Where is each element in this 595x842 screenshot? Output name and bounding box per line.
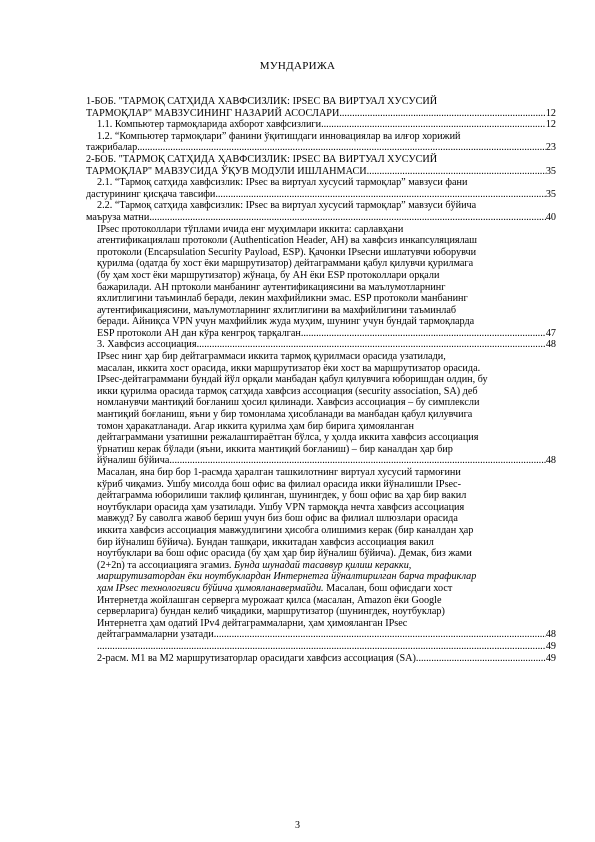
toc-entry-ipsec-protocols[interactable] (86, 224, 556, 340)
leader-dots (149, 212, 546, 224)
paragraph-line: масалан, иккита хост орасида, икки маршрутизатор ёки хост ва маршрутизатор орасида. (97, 362, 481, 374)
paragraph-line: мавжуд? Бу саволга жавоб бериш учун биз бош офис ва филиал шлюзлари орасида (97, 513, 458, 525)
paragraph-line: бир йўналиш бўйича). Бундан ташқари, иккитадан хавфсиз ассоциация вакил (97, 536, 434, 548)
toc-entry-chapter-1[interactable] (86, 96, 556, 119)
paragraph-line: иккита хавфсиз ассоциация мавжудлигини ҳисобга олишимиз керак (бир каналдан ҳар (97, 524, 474, 536)
toc-entry-2-2[interactable] (86, 200, 556, 223)
paragraph-line: (бу ҳам хост ёки маршрутизатор) жўнаца, бу AH ёки ESP протоколлари орқали (97, 269, 440, 281)
toc-entry-2-1[interactable] (86, 177, 556, 200)
toc-page-number: 23 (545, 142, 556, 154)
leader-dots (137, 142, 546, 154)
paragraph-line: протоколи (Encapsulation Security Payload, ESP). Қачонки IPsecни ишлатувчи юборувчи (97, 246, 477, 258)
paragraph-line: IPsec протоколлари тўплами ичида енг муҳимлари иккита: сарлавҳани (97, 223, 404, 235)
paragraph-text: Масалан, бош офисдаги хост (326, 582, 453, 594)
paragraph-line: мантиқий боғланиш, яъни у бир томонлама ҳисобланади ва манбадан қабул қилувчига (97, 409, 473, 421)
paragraph-text: (2+2n) та ассоциацияга эгамиз. (97, 559, 232, 571)
toc-page-number: 47 (545, 327, 556, 339)
paragraph-line: қурилма (одатда бу хост ёки маршрутизатор) дейтаграммани қабул қилувчи қурилмага (97, 258, 474, 270)
toc-entry-text: 3. Хавфсиз ассоциация (97, 339, 197, 351)
paragraph-line: Интернетда жойлашган серверга мурожаат қилса (масалан, Amazon ёки Google (97, 594, 442, 606)
leader-dots (321, 119, 546, 131)
toc-page-number: 35 (545, 165, 556, 177)
paragraph-line: IPsec-дейтаграммани бундай йўл орқали манбадан қабул қилувчига юборишдан олдин, бу (97, 374, 488, 386)
paragraph-line: атентификациялаш протоколи (Authentication Header, AH) ва хавфсиз инкапсуляциялаш (97, 235, 478, 247)
toc-entry-security-association[interactable] (86, 339, 556, 351)
toc-entry-1-1[interactable] (86, 119, 556, 131)
paragraph-line: ноутбуклари орасида ҳам узатилади. Ушбу VPN тармоқда нечта хавфсиз ассоциация (97, 501, 465, 513)
italic-text: маршрутизатордан ёки ноутбуклардан Интернетга йўналтирилган барча трафиклар (97, 571, 477, 583)
toc-entry-text: ТАРМОҚЛАР" МАВЗУСИДА ЎҚУВ МОДУЛИ ИШЛАНМАСИ (86, 165, 367, 177)
toc-page-number: 40 (545, 211, 556, 223)
toc-page-number: 48 (545, 455, 556, 467)
paragraph-line: ноутбуклари ва бош офис орасида (бу ҳам ҳар бир йўналиш бўйича). Демак, биз жами (97, 548, 472, 560)
paragraph-line: бажарилади. AH пртоколи манбанинг аутентификациясини ва маълумотларнинг (97, 281, 446, 293)
toc-entry-chapter-2[interactable] (86, 154, 556, 177)
paragraph-line: ўрнатиш керак бўлади (яъни, иккита мантиқий боғланиш) – бир каналдан ҳар бир (97, 443, 453, 455)
toc-entry-text: 1.1. Компьютер тармоқларида ахборот хавфсизлиги (97, 119, 322, 131)
toc-entry-text: маъруза матни (86, 211, 150, 223)
toc-entry-text: 1-БОБ. "ТАРМОҚ САТҲИДА ХАВФСИЗЛИК: IPSEC ВА ВИРТУАЛ ХУСУСИЙ (86, 96, 438, 107)
paragraph-line (97, 571, 556, 583)
paragraph-line: йўналиш бўйича (97, 455, 170, 467)
paragraph-line: кўриб чиқамиз. Ушбу мисолда бош офис ва филиал орасида икки йўналишли IPsec- (97, 478, 461, 490)
paragraph-line: томон ҳаракатланади. Агар иккита қурилма ҳам бир бирига ҳимояланган (97, 420, 414, 432)
toc-page-number: 49 (545, 652, 556, 664)
paragraph-line: дейтаграмма юборилиши таклиф қилинган, шунингдек, у бош офис ва ҳар бир вакил (97, 490, 467, 502)
leader-dots (214, 629, 546, 641)
paragraph-line: икки қурилма орасида тармоқ сатҳида хавфсиз ассоциация (security association, SA) деб (97, 385, 478, 397)
paragraph-line: аутентификациясини, маълумотларнинг яхлитлигини ва махфийлигини таъминлаб (97, 304, 457, 316)
toc-page-number: 35 (545, 188, 556, 200)
toc-entry-blank[interactable] (86, 641, 556, 653)
leader-dots (97, 641, 546, 653)
paragraph-line: яхлитлигини таъминлаб беради, лекин махфийликни эмас. ESP протоколи манбанинг (97, 293, 468, 305)
paragraph-line: Интернетга ҳам одатий IPv4 дейтаграммаларни, ҳам ҳимояланган IPsec (97, 617, 408, 629)
toc-entry-text: ТАРМОҚЛАР" МАВЗУСИНИНГ НАЗАРИЙ АСОСЛАРИ (86, 107, 340, 119)
toc-entry-text: 2-расм. M1 ва M2 маршрутизаторлар орасидаги хавфсиз ассоциация (SA) (97, 652, 416, 664)
toc-entry-figure-2[interactable] (86, 653, 556, 665)
toc-page-number: 12 (545, 119, 556, 131)
leader-dots (367, 166, 546, 178)
paragraph-line: серверларига) бундан келиб чиқадики, маршрутизатор (шунингдек, ноутбуклар) (97, 606, 445, 618)
toc-entry-1-2[interactable] (86, 131, 556, 154)
paragraph-line: беради. Айниқса VPN учун махфийлик жуда муҳим, шунинг учун бундай тармоқларда (97, 316, 475, 328)
toc-page-number: 48 (545, 339, 556, 351)
paragraph-line: дейтаграммани узатишни режалаштираётган бўлса, у ҳолда иккита хавфсиз ассоциация (97, 432, 479, 444)
toc-entry-vpn-example[interactable] (86, 467, 556, 641)
italic-text: Бунда шунадай тасаввур қилиш керакки, (234, 559, 412, 571)
table-of-contents (86, 96, 556, 664)
italic-text: ҳам IPsec технологияси бўйича ҳимояланавермайди. (97, 582, 324, 594)
toc-entry-text: 2-БОБ. "ТАРМОҚ САТҲИДА ҲАВФСИЗЛИК: IPSEC ВА ВИРТУАЛ ХУСУСИЙ (86, 153, 438, 165)
leader-dots (416, 653, 546, 665)
paragraph-line (97, 583, 556, 595)
paragraph-line: Масалан, яна бир бор 1-расмда ҳаралган ташкилотнинг виртуал хусусий тармоғини (97, 467, 461, 478)
toc-entry-text: дастурининг қисқача тавсифи (86, 188, 216, 200)
leader-dots (197, 339, 546, 351)
toc-entry-text: 1.2. “Компьютер тармоқлари” фанини ўқитишдаги инновациялар ва илғор хорижий (97, 130, 461, 142)
paragraph-line: дейтаграммаларни узатади (97, 629, 214, 641)
toc-page-number: 49 (545, 640, 556, 652)
page-number: 3 (295, 820, 300, 831)
toc-entry-text: 2.2. “Тармоқ сатҳида хавфсизлик: IPsec ва виртуал хусусий тармоқлар” мавзуси бўйича (97, 200, 477, 212)
leader-dots (301, 328, 546, 340)
toc-entry-text: 2.1. “Тармоқ сатҳида хавфсизлик: IPsec ва виртуал хусусий тармоқлар” мавзуси фани (97, 177, 468, 189)
paragraph-line (97, 560, 556, 572)
leader-dots (169, 455, 545, 467)
leader-dots (339, 108, 545, 120)
toc-page-number: 12 (545, 107, 556, 119)
paragraph-line: IPsec нинг ҳар бир дейтаграммаси иккита тармоқ қурилмаси орасида узатилади, (97, 351, 446, 363)
toc-entry-ipsec-datagram[interactable] (86, 351, 556, 467)
paragraph-line: номланувчи мантиқий боғланиш ҳосил қилинади. Хавфсиз ассоциация – бу симплексли (97, 397, 480, 409)
paragraph-line: ESP протоколи AH дан кўра кенгроқ тарқалган (97, 327, 301, 339)
page-title: МУНДАРИЖА (259, 60, 336, 72)
toc-entry-text: тажрибалар (86, 142, 138, 154)
leader-dots (215, 189, 545, 201)
toc-page-number: 48 (545, 629, 556, 641)
